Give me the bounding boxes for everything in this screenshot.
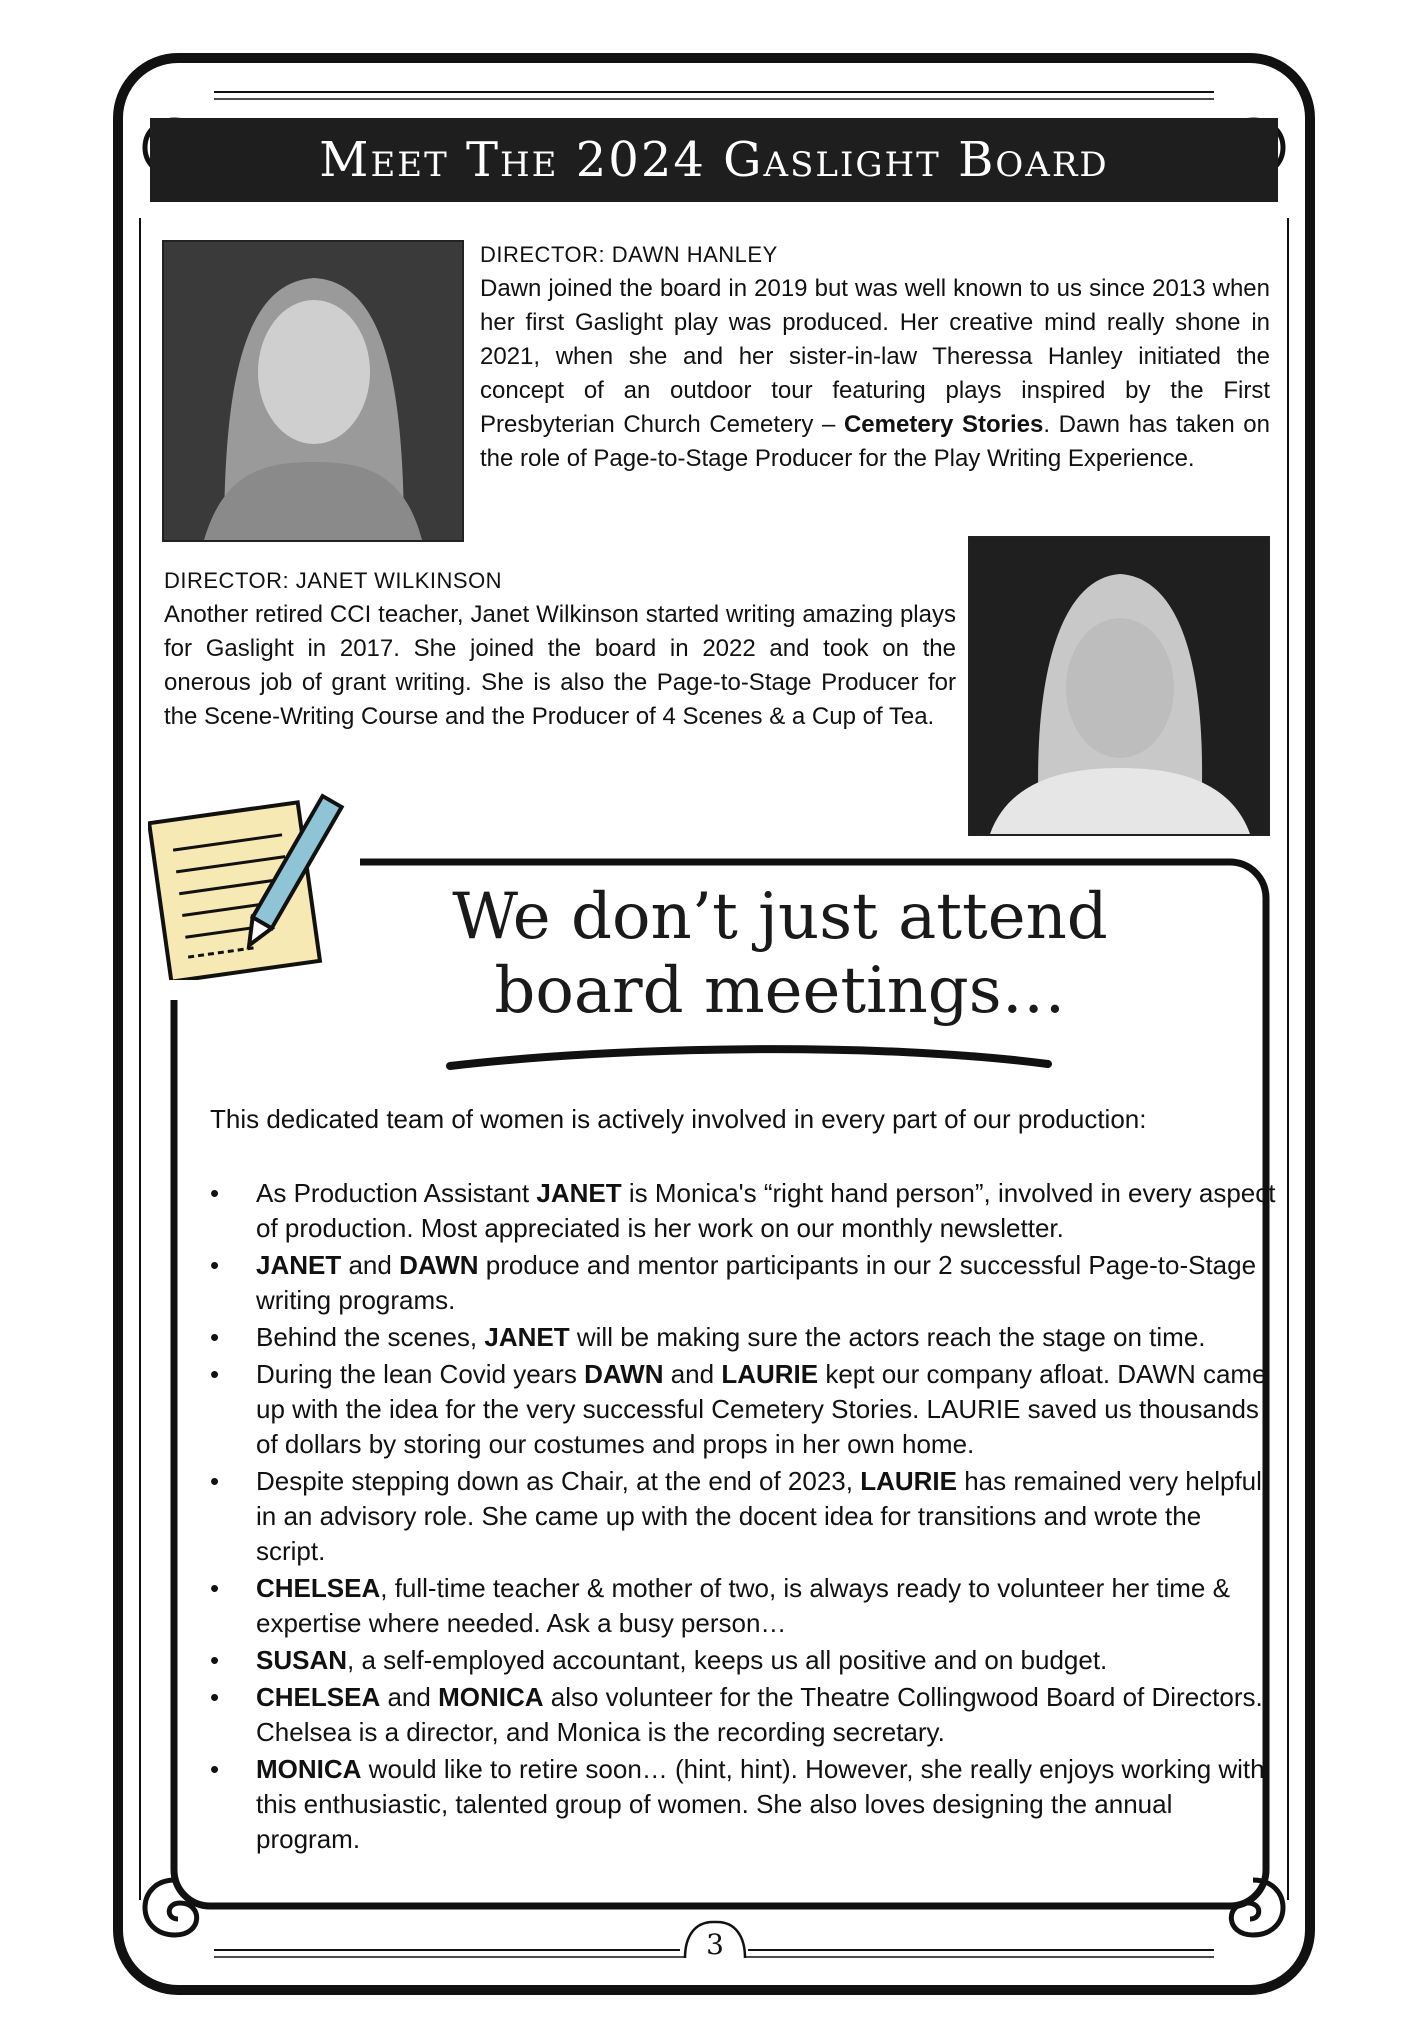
feature-intro: This dedicated team of women is actively involved in every part of our production: [210, 1104, 1147, 1134]
bullet-name: JANET [484, 1322, 570, 1352]
page-title: Meet The 2024 Gaslight Board [319, 132, 1109, 188]
bullet-name: LAURIE [860, 1466, 957, 1496]
bullet-text: will be making sure the actors reach the stage on time. [569, 1322, 1206, 1352]
bullet-text: , a self-employed accountant, keeps us all positive and on budget. [347, 1645, 1108, 1675]
bullet-item [256, 1643, 1276, 1678]
janet-bio [164, 568, 956, 734]
dawn-bio-heading: DIRECTOR: DAWN HANLEY [480, 242, 778, 267]
title-banner [150, 118, 1278, 202]
feature-headline [380, 880, 1180, 1028]
bullet-item [256, 1320, 1276, 1355]
dawn-bio-text-part2: . Dawn has taken on the role of Page-to-Stage Producer for the Play Writing Experience. [480, 411, 1270, 472]
bullet-item [256, 1680, 1276, 1750]
dawn-bio-text [480, 272, 1270, 476]
bullet-text: As Production Assistant [256, 1178, 537, 1208]
bullet-item [256, 1571, 1276, 1641]
bullet-text: produce and mentor participants in our 2 successful Page-to-Stage writing programs. [256, 1250, 1257, 1315]
bullet-name: MONICA [438, 1682, 544, 1712]
bullet-text: is Monica's “right hand person”, involved in every aspect of production. Most appreciated is her work on our monthly newsletter. [256, 1178, 1276, 1243]
feature-bullet-list [210, 1176, 1276, 1859]
bullet-name: CHELSEA [256, 1682, 381, 1712]
bullet-name: JANET [256, 1250, 342, 1280]
bullet-text: and [341, 1250, 400, 1280]
bullet-item [256, 1464, 1276, 1569]
bullet-name: DAWN [399, 1250, 479, 1280]
bullet-name: LAURIE [721, 1359, 819, 1389]
bullet-name: MONICA [256, 1754, 362, 1784]
bullet-text: also volunteer for the Theatre Collingwood Board of Directors. Chelsea is a director, and Monica is the recording secretary. [256, 1682, 1263, 1747]
bullet-item [256, 1752, 1276, 1857]
bullet-text: and [663, 1359, 722, 1389]
dawn-bio [480, 242, 1270, 476]
headline-line-1: We don’t just attend [452, 880, 1108, 954]
dawn-bio-text-part1: Dawn joined the board in 2019 but was well known to us since 2013 when her first Gaslight play was produced. Her creative mind really shone in 2021, when she and her sister-in-law Theressa Hanley initiated the concept of an outdoor tour featuring plays inspired by the First Presbyterian Church Cemetery – [480, 275, 1270, 438]
bullet-text: and [380, 1682, 439, 1712]
bullet-text: kept our company afloat. DAWN came up with the idea for the very successful Cemetery Stories. LAURIE saved us thousands of dollars by storing our costumes and props in her own home. [256, 1359, 1267, 1459]
bullet-text: would like to retire soon… (hint, hint). However, she really enjoys working with this enthusiastic, talented group of women. She also loves designing the annual program. [256, 1754, 1265, 1854]
bullet-name: JANET [536, 1178, 622, 1208]
bullet-item [256, 1357, 1276, 1462]
dawn-bio-text-bold: Cemetery Stories [843, 411, 1044, 438]
bullet-text: , full-time teacher & mother of two, is always ready to volunteer her time & expertise where needed. Ask a busy person… [256, 1573, 1230, 1638]
bullet-item [256, 1176, 1276, 1246]
bullet-name: DAWN [584, 1359, 664, 1389]
janet-bio-text: Another retired CCI teacher, Janet Wilkinson started writing amazing plays for Gaslight in 2017. She joined the board in 2022 and took on the onerous job of grant writing. She is also the Page-to-Stage Producer for the Scene-Writing Course and the Producer of 4 Scenes & a Cup of Tea. [164, 601, 956, 730]
bullet-text: During the lean Covid years [256, 1359, 585, 1389]
bullet-name: SUSAN [256, 1645, 348, 1675]
dawn-photo [162, 240, 464, 542]
notepad-pencil-icon [148, 780, 348, 980]
page-number: 3 [706, 1928, 724, 1961]
janet-bio-heading: DIRECTOR: JANET WILKINSON [164, 568, 503, 593]
bullet-text: Despite stepping down as Chair, at the end of 2023, [256, 1466, 861, 1496]
janet-photo [968, 536, 1270, 836]
bullet-item [256, 1248, 1276, 1318]
bullet-name: CHELSEA [256, 1573, 381, 1603]
bullet-text: Behind the scenes, [256, 1322, 485, 1352]
bullet-text: has remained very helpful in an advisory role. She came up with the docent idea for transitions and wrote the script. [256, 1466, 1262, 1566]
headline-line-2: board meetings… [494, 954, 1066, 1028]
